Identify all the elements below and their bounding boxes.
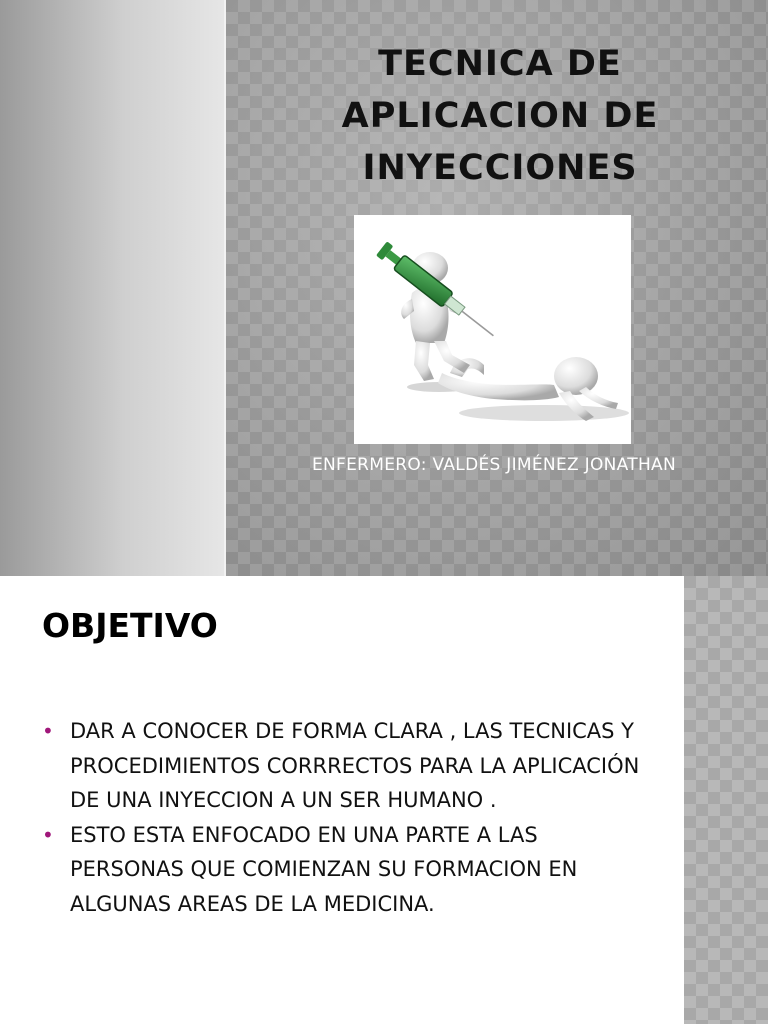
bullet-text: ESTO ESTA ENFOCADO EN UNA PARTE A LAS PERSONAS QUE COMIENZAN SU FORMACION EN ALGUNAS AREAS DE LA MEDICINA. <box>70 822 578 916</box>
objective-bullet-list <box>42 714 642 921</box>
syringe-figure-illustration-icon <box>354 215 631 444</box>
presenter-credit: ENFERMERO: VALDÉS JIMÉNEZ JONATHAN <box>312 455 676 475</box>
slide-patterned-strip <box>684 576 768 1024</box>
objective-slide <box>0 576 768 1024</box>
slide-left-gradient-panel <box>0 0 224 576</box>
bullet-dot-icon: • <box>42 822 54 847</box>
list-item <box>42 818 642 922</box>
list-item <box>42 714 642 818</box>
bullet-dot-icon: • <box>42 719 54 743</box>
bullet-text: DAR A CONOCER DE FORMA CLARA , LAS TECNICAS Y PROCEDIMIENTOS CORRRECTOS PARA LA APLICACIÓN DE UNA INYECCION A UN SER HUMANO . <box>70 719 640 812</box>
slide-title: TECNICA DE APLICACION DE INYECCIONES <box>341 44 659 188</box>
objective-heading: OBJETIVO <box>42 606 218 645</box>
